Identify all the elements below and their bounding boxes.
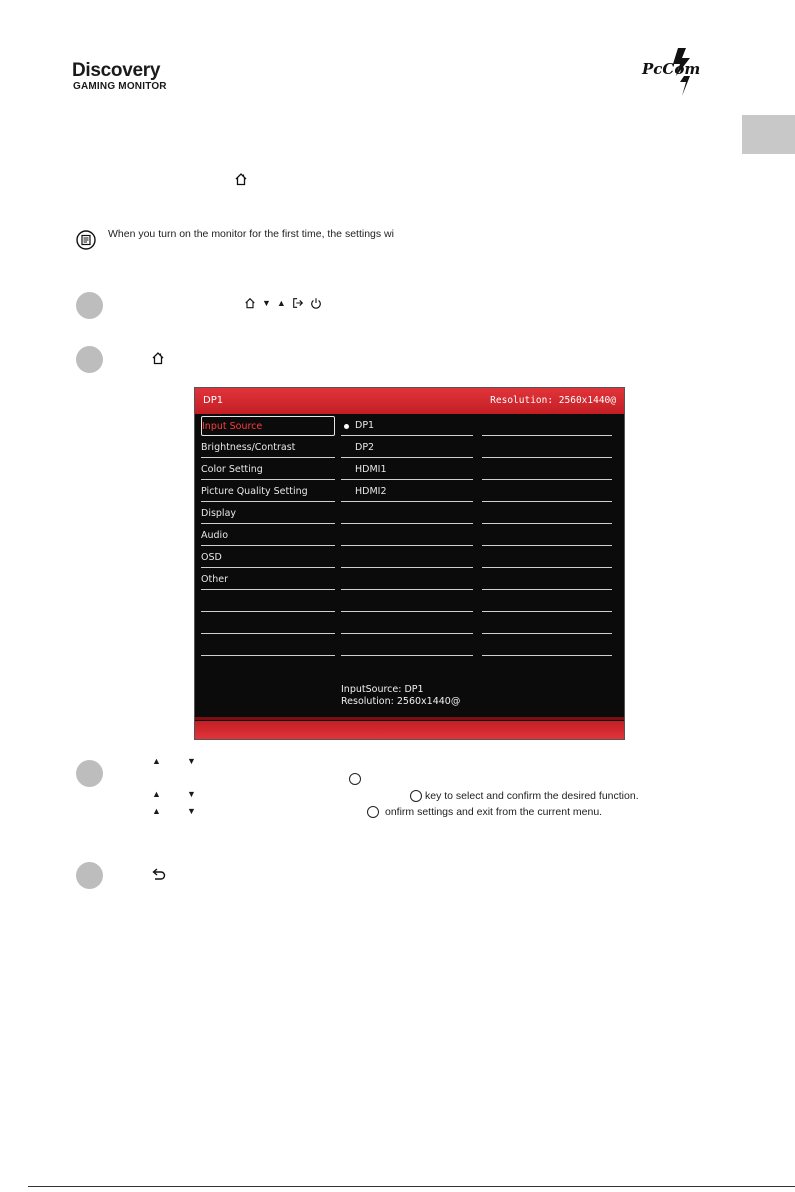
osd-divider	[341, 523, 473, 524]
ok-button-icon	[367, 806, 379, 818]
osd-menu-screenshot	[194, 387, 625, 740]
up-arrow-icon: ▲	[152, 806, 161, 816]
note-icon	[76, 230, 96, 250]
osd-option-label: DP1	[355, 420, 375, 431]
osd-divider	[341, 611, 473, 612]
home-icon	[244, 297, 256, 309]
osd-menu-item[interactable]: Input Source	[201, 416, 335, 436]
down-arrow-icon: ▼	[187, 806, 196, 816]
osd-option-dp2[interactable]	[341, 438, 473, 458]
osd-divider	[482, 479, 612, 480]
osd-menu-item[interactable]	[201, 636, 335, 656]
osd-menu-item[interactable]: Picture Quality Setting	[201, 482, 335, 502]
language-side-tab	[742, 115, 795, 154]
osd-divider	[341, 567, 473, 568]
osd-option-label: HDMI2	[355, 486, 387, 497]
osd-divider	[341, 545, 473, 546]
osd-divider	[341, 457, 473, 458]
osd-menu-item[interactable]	[201, 614, 335, 634]
osd-divider	[482, 435, 612, 436]
step3-line3: key to select and confirm the desired function.	[425, 790, 639, 802]
step3-line4: onfirm settings and exit from the current menu.	[385, 806, 603, 818]
osd-info-source: InputSource: DP1	[341, 684, 424, 695]
osd-option-label: HDMI1	[355, 464, 387, 475]
ok-button-icon	[349, 773, 361, 785]
osd-menu-item[interactable]: Color Setting	[201, 460, 335, 480]
brand-title: Discovery	[72, 60, 161, 81]
osd-menu-item[interactable]	[201, 592, 335, 612]
osd-option-label: DP2	[355, 442, 375, 453]
osd-divider	[341, 479, 473, 480]
up-arrow-icon: ▲	[276, 297, 286, 308]
osd-footer-bar	[195, 721, 624, 739]
back-icon	[151, 868, 167, 882]
osd-divider	[341, 655, 473, 656]
osd-divider	[341, 435, 473, 436]
up-arrow-icon: ▲	[152, 756, 161, 766]
osd-divider	[482, 611, 612, 612]
power-icon	[310, 297, 322, 309]
ok-button-icon	[410, 790, 422, 802]
step-marker	[76, 760, 103, 787]
osd-divider	[482, 589, 612, 590]
pccom-logo	[640, 46, 722, 96]
osd-menu-item[interactable]: Other	[201, 570, 335, 590]
up-arrow-icon: ▲	[152, 789, 161, 799]
osd-divider	[482, 567, 612, 568]
osd-option-hdmi2[interactable]	[341, 482, 473, 502]
osd-option-hdmi1[interactable]	[341, 460, 473, 480]
osd-divider	[341, 633, 473, 634]
down-arrow-icon: ▼	[187, 789, 196, 799]
osd-menu-item[interactable]: Audio	[201, 526, 335, 546]
step-marker	[76, 346, 103, 373]
logo-text: PcCom	[642, 60, 701, 78]
down-arrow-icon: ▼	[187, 756, 196, 766]
down-arrow-icon: ▼	[262, 297, 271, 308]
osd-divider	[482, 501, 612, 502]
osd-header-source: DP1	[203, 395, 224, 406]
osd-menu-item[interactable]: Brightness/Contrast	[201, 438, 335, 458]
brand-subtitle: GAMING MONITOR	[73, 81, 167, 92]
osd-divider	[482, 633, 612, 634]
selected-dot-icon	[344, 424, 349, 429]
osd-divider	[482, 457, 612, 458]
home-icon	[151, 351, 165, 365]
osd-option-dp1[interactable]	[341, 416, 473, 436]
button-icon-row	[244, 297, 322, 309]
osd-divider	[482, 655, 612, 656]
page-bottom-rule	[28, 1186, 795, 1187]
home-icon	[234, 172, 248, 186]
osd-header-bar	[195, 388, 624, 414]
osd-divider	[341, 589, 473, 590]
step-marker	[76, 862, 103, 889]
exit-icon	[292, 297, 304, 309]
osd-divider	[341, 501, 473, 502]
osd-header-resolution: Resolution: 2560x1440@	[490, 395, 616, 406]
note-text: When you turn on the monitor for the first time, the settings wi	[108, 228, 394, 240]
osd-info-resolution: Resolution: 2560x1440@	[341, 696, 461, 707]
step-marker	[76, 292, 103, 319]
osd-menu-item[interactable]: Display	[201, 504, 335, 524]
osd-divider	[482, 545, 612, 546]
osd-menu-item[interactable]: OSD	[201, 548, 335, 568]
osd-divider	[482, 523, 612, 524]
